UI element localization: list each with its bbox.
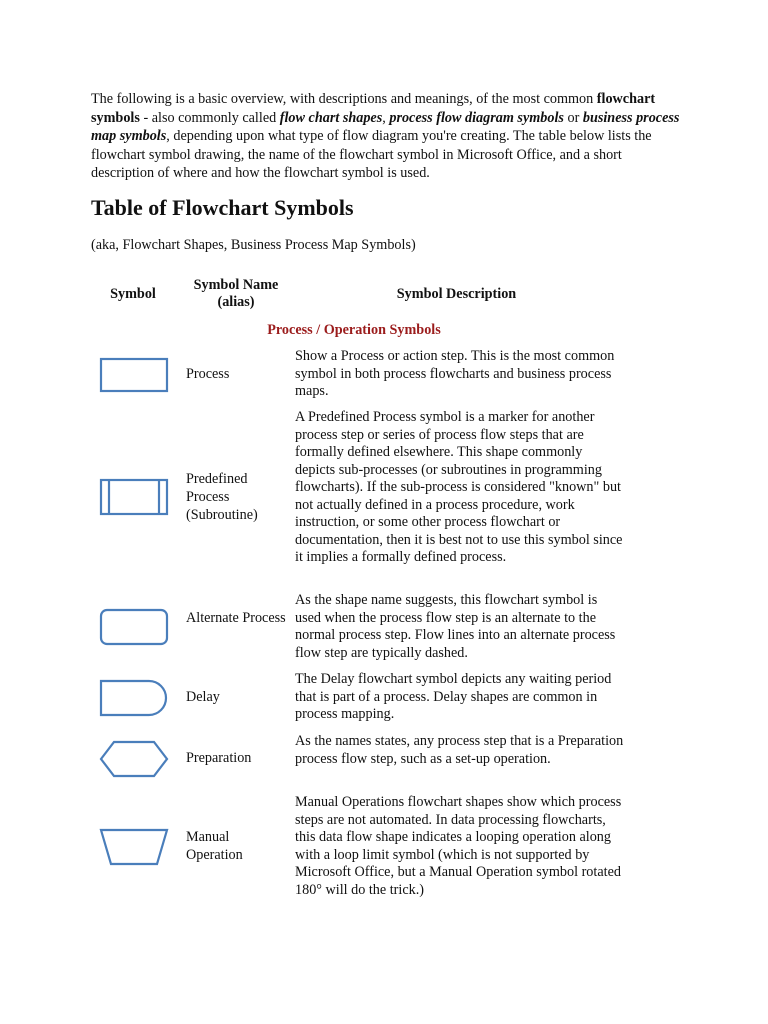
intro-term-process-flow: process flow diagram symbols	[389, 109, 564, 126]
manual-operation-trapezoid-icon	[99, 828, 171, 866]
symbol-name: Alternate Process	[186, 610, 286, 626]
intro-text-4: or	[563, 109, 583, 126]
symbol-name: Process	[186, 366, 230, 382]
symbol-description: As the names states, any process step that is a Preparation process flow step, such as a set-up operation.	[295, 733, 624, 767]
symbol-description: A Predefined Process symbol is a marker for another process step or series of process flow steps that are formally defined elsewhere. This shape commonly depicts sub-processes (or subroutines in programming flowcharts). If the sub-process is considered "known" but not actually defined in a process procedure, work instruction, or some other process flowchart or documentation, then it is best not to use this symbol since it implies a formally defined process.	[295, 409, 623, 565]
intro-term-flowchart-symbols: flowchart symbols	[91, 91, 656, 126]
intro-paragraph	[91, 90, 681, 183]
column-header-symbol: Symbol	[110, 286, 156, 302]
symbol-description: As the shape name suggests, this flowchart symbol is used when the process flow step is an alternate to the normal process step. Flow lines into an alternate process flow step are typically dashed.	[295, 592, 616, 661]
predefined-process-icon	[99, 478, 171, 516]
symbol-name: Manual Operation	[186, 829, 243, 863]
symbol-name: Delay	[186, 689, 220, 705]
symbol-description: Manual Operations flowchart shapes show which process steps are not automated. In data processing flowcharts, this data flow shape indicates a looping operation along with a loop limit symbol (which is not supported by Microsoft Office, but a Manual Operation symbol rotated 180° will do the trick.)	[295, 794, 622, 898]
column-header-description: Symbol Description	[396, 286, 517, 302]
symbol-description: Show a Process or action step. This is the most common symbol in both process flowcharts and business process maps.	[295, 348, 615, 399]
intro-text-3: ,	[382, 109, 390, 126]
symbol-name: Predefined Process (Subroutine)	[186, 471, 258, 523]
column-header-symbol-name: Symbol Name (alias)	[193, 277, 279, 310]
intro-term-business-process: business process map symbols	[91, 109, 680, 144]
delay-icon	[99, 679, 171, 717]
intro-term-flow-chart-shapes: flow chart shapes	[279, 109, 383, 126]
intro-text-1: The following is a basic overview, with descriptions and meanings, of the most common	[91, 91, 597, 107]
process-rectangle-icon	[99, 357, 171, 393]
intro-text-5: , depending upon what type of flow diagram you're creating. The table below lists the flowchart symbol drawing, the name of the flowchart symbol in Microsoft Office, and a short description of where and how the flowchart symbol is used.	[91, 128, 652, 181]
preparation-hexagon-icon	[99, 740, 171, 778]
aka-subtitle: (aka, Flowchart Shapes, Business Process Map Symbols)	[91, 237, 416, 253]
alternate-process-icon	[99, 608, 171, 646]
page-title: Table of Flowchart Symbols	[91, 195, 354, 220]
symbol-description: The Delay flowchart symbol depicts any waiting period that is part of a process. Delay shapes are common in process mapping.	[295, 671, 612, 722]
symbol-name: Preparation	[186, 750, 252, 766]
intro-text-2: - also commonly called	[139, 109, 280, 126]
section-title-process-operation: Process / Operation Symbols	[267, 322, 441, 338]
